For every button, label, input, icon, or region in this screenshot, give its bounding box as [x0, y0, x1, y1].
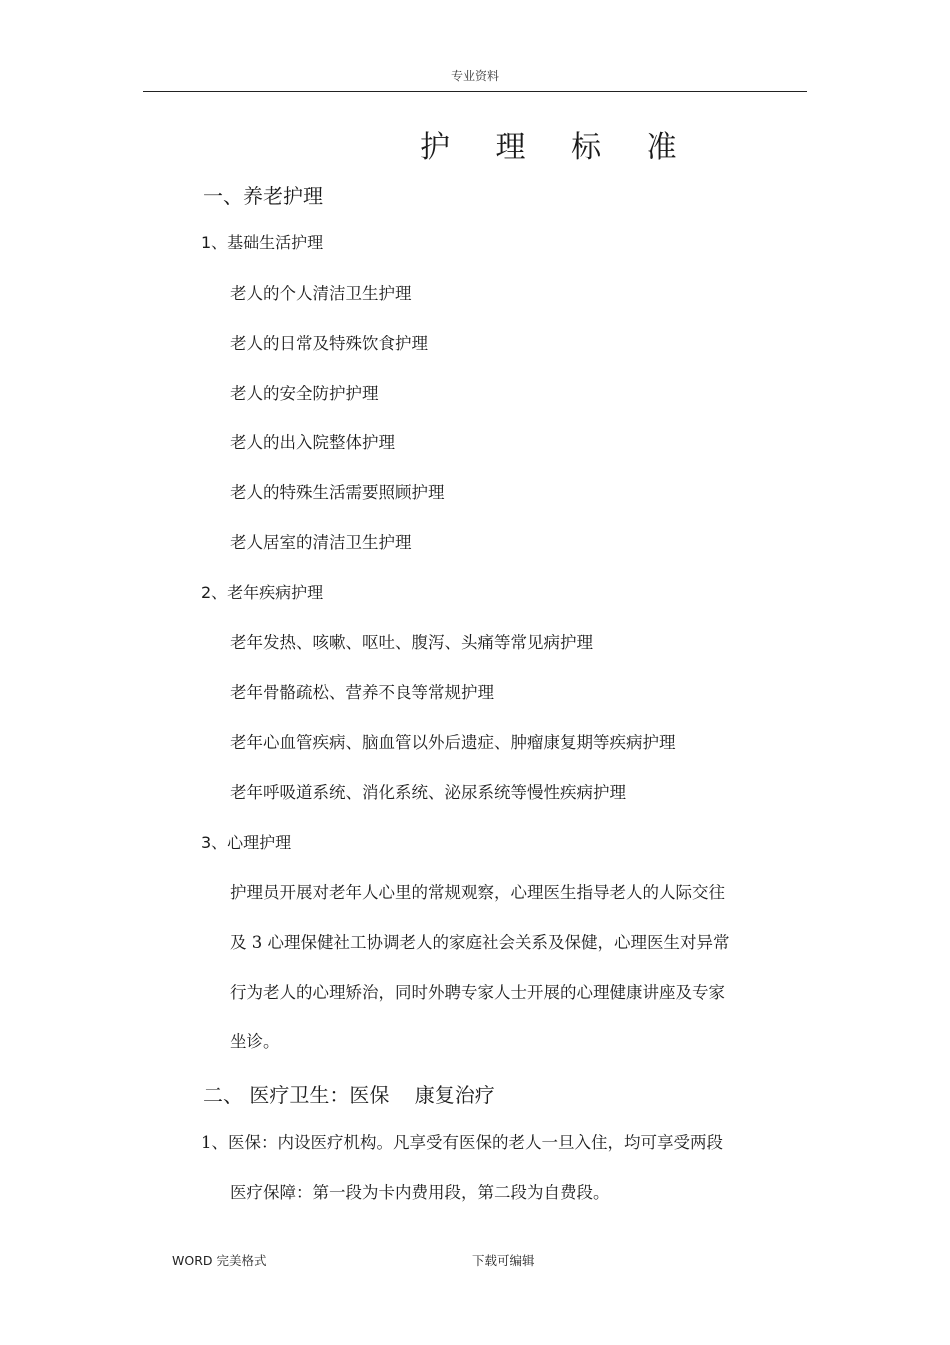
list-item: 老年呼吸道系统、消化系统、泌尿系统等慢性疾病护理: [230, 783, 626, 802]
list-item: 老人的日常及特殊饮食护理: [230, 334, 428, 353]
page-header-label: 专业资料: [450, 69, 499, 83]
list-item: 老人的出入院整体护理: [230, 433, 395, 452]
list-item: 老人居室的清洁卫生护理: [230, 533, 412, 552]
paragraph-line: 护理员开展对老年人心里的常规观察，心理医生指导老人的人际交往: [230, 883, 725, 902]
list-item: 老人的安全防护护理: [230, 384, 379, 403]
subsection-1-3-heading: 3、心理护理: [201, 833, 292, 852]
footer-right-label: 下载可编辑: [472, 1253, 535, 1268]
section-1-heading: 一、养老护理: [203, 184, 323, 208]
header-divider: [143, 91, 807, 92]
footer-left-label: WORD 完美格式: [172, 1253, 267, 1268]
document-title: 护 理 标 准: [420, 130, 695, 165]
list-item: 老人的特殊生活需要照顾护理: [230, 483, 445, 502]
section-2-heading: 二、 医疗卫生：医保 康复治疗: [203, 1083, 495, 1107]
subsection-1-1-heading: 1、基础生活护理: [201, 233, 324, 252]
list-item: 老人的个人清洁卫生护理: [230, 284, 412, 303]
subsection-1-2-heading: 2、老年疾病护理: [201, 583, 324, 602]
list-item: 老年心血管疾病、脑血管以外后遗症、肿瘤康复期等疾病护理: [230, 733, 676, 752]
list-item: 老年骨骼疏松、营养不良等常规护理: [230, 683, 494, 702]
list-item: 老年发热、咳嗽、呕吐、腹泻、头痛等常见病护理: [230, 633, 593, 652]
paragraph-line: 行为老人的心理矫治，同时外聘专家人士开展的心理健康讲座及专家: [230, 983, 725, 1002]
paragraph-line: 坐诊。: [230, 1032, 280, 1051]
paragraph-line: 医疗保障：第一段为卡内费用段，第二段为自费段。: [230, 1183, 610, 1202]
paragraph-line: 1、医保：内设医疗机构。凡享受有医保的老人一旦入住，均可享受两段: [201, 1133, 723, 1152]
paragraph-line: 及 3 心理保健社工协调老人的家庭社会关系及保健，心理医生对异常: [230, 933, 730, 952]
